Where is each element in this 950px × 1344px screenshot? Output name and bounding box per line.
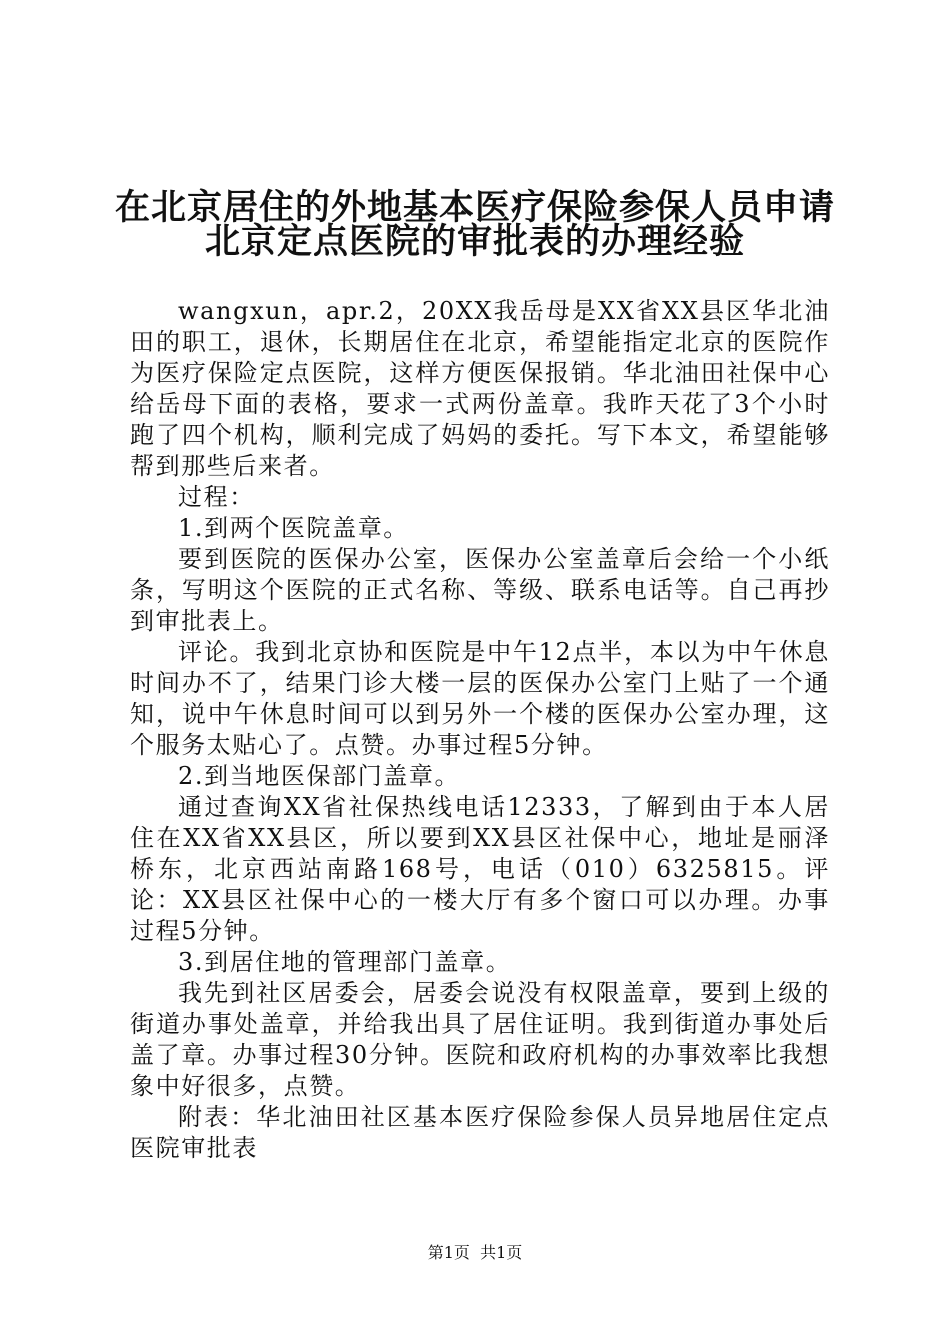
paragraph-step-3-detail: 我先到社区居委会，居委会说没有权限盖章，要到上级的街道办事处盖章，并给我出具了居住证明。我到街道办事处后盖了章。办事过程30分钟。医院和政府机构的办事效率比我想象中好很多，点赞。 [130,979,830,1100]
paragraph-step-2-heading: 2.到当地医保部门盖章。 [178,762,461,790]
paragraph-step-1-heading: 1.到两个医院盖章。 [178,514,409,542]
document-title-line-1: 在北京居住的外地基本医疗保险参保人员申请 [114,188,835,228]
document-title-line-2: 北京定点医院的审批表的办理经验 [204,222,745,262]
paragraph-process-heading: 过程： [178,483,255,511]
paragraph-step-1-detail: 要到医院的医保办公室，医保办公室盖章后会给一个小纸条，写明这个医院的正式名称、等级、联系电话等。自己再抄到审批表上。 [130,545,830,635]
paragraph-step-1-comment: 评论。我到北京协和医院是中午12点半，本以为中午休息时间办不了，结果门诊大楼一层的医保办公室门上贴了一个通知，说中午休息时间可以到另外一个楼的医保办公室办理，这个服务太贴心了。点赞。办事过程5分钟。 [130,638,830,759]
paragraph-intro: wangxun，apr.2，20XX我岳母是XX省XX县区华北油田的职工，退休，长期居住在北京，希望能指定北京的医院作为医疗保险定点医院，这样方便医保报销。华北油田社保中心给岳母下面的表格，要求一式两份盖章。我昨天花了3个小时跑了四个机构，顺利完成了妈妈的委托。写下本文，希望能够帮到那些后来者。 [130,297,830,480]
document-body [130,296,830,1164]
page-footer: 第1页 共1页 [427,1243,523,1262]
paragraph-step-2-detail: 通过查询XX省社保热线电话12333，了解到由于本人居住在XX省XX县区，所以要到XX县区社保中心，地址是丽泽桥东，北京西站南路168号，电话（010）6325815。评论：XX县区社保中心的一楼大厅有多个窗口可以办理。办事过程5分钟。 [130,793,830,945]
paragraph-appendix: 附表：华北油田社区基本医疗保险参保人员异地居住定点医院审批表 [130,1103,830,1162]
paragraph-step-3-heading: 3.到居住地的管理部门盖章。 [178,948,512,976]
